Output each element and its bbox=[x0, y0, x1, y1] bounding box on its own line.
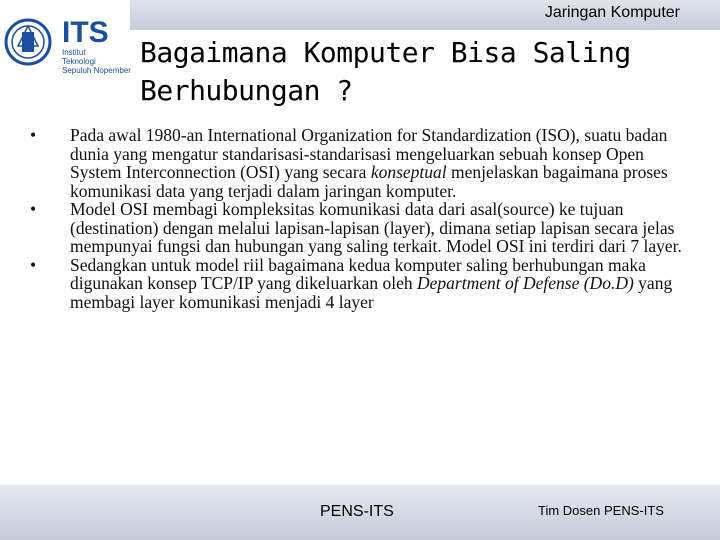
bullet-item bbox=[30, 126, 690, 200]
bullet-emphasis: konseptual bbox=[370, 162, 447, 182]
footer-institution: PENS-ITS bbox=[320, 503, 394, 520]
slide-title: Bagaimana Komputer Bisa Saling Berhubungan ? bbox=[140, 36, 631, 107]
footer-bar bbox=[0, 485, 720, 540]
course-title: Jaringan Komputer bbox=[544, 4, 680, 21]
bullet-marker: • bbox=[30, 199, 37, 219]
bullet-item bbox=[30, 200, 690, 256]
bullet-item bbox=[30, 256, 690, 312]
bullet-text-tail: menjelaskan bagaimana proses komunikasi data yang terjadi dalam jaringan komputer. bbox=[70, 162, 668, 201]
logo-institution-text: Institut Teknologi Sepuluh Nopember bbox=[62, 48, 131, 75]
bullet-list bbox=[30, 126, 690, 311]
bullet-text-tail: yang membagi layer komunikasi menjadi 4 layer bbox=[70, 273, 673, 312]
bullet-marker: • bbox=[30, 125, 37, 145]
header-bar bbox=[130, 0, 720, 30]
bullet-marker: • bbox=[30, 254, 37, 275]
footer-author: Tim Dosen PENS-ITS bbox=[538, 503, 664, 518]
bullet-text: Pada awal 1980-an International Organization for Standardization (ISO), suatu badan dunia yang mengatur standarisasi-standarisasi mengeluarkan sebuah konsep Open System Interconnection (OSI) yang secara bbox=[70, 125, 668, 182]
bullet-emphasis: Department of Defense (Do.D) bbox=[417, 273, 634, 293]
logo-abbr: ITS bbox=[62, 16, 109, 49]
its-logo bbox=[4, 6, 132, 78]
bullet-text: Model OSI membagi kompleksitas komunikasi data dari asal(source) ke tujuan (destination) dengan melalui lapisan-lapisan (layer), dimana setiap lapisan secara jelas mempunyai fungsi dan hubungan yang saling terkait. Model OSI ini terdiri dari 7 layer. bbox=[70, 199, 682, 256]
bullet-text: Sedangkan untuk model riil bagaimana kedua komputer saling berhubungan maka digunakan konsep TCP/IP yang dikeluarkan oleh bbox=[70, 254, 646, 293]
